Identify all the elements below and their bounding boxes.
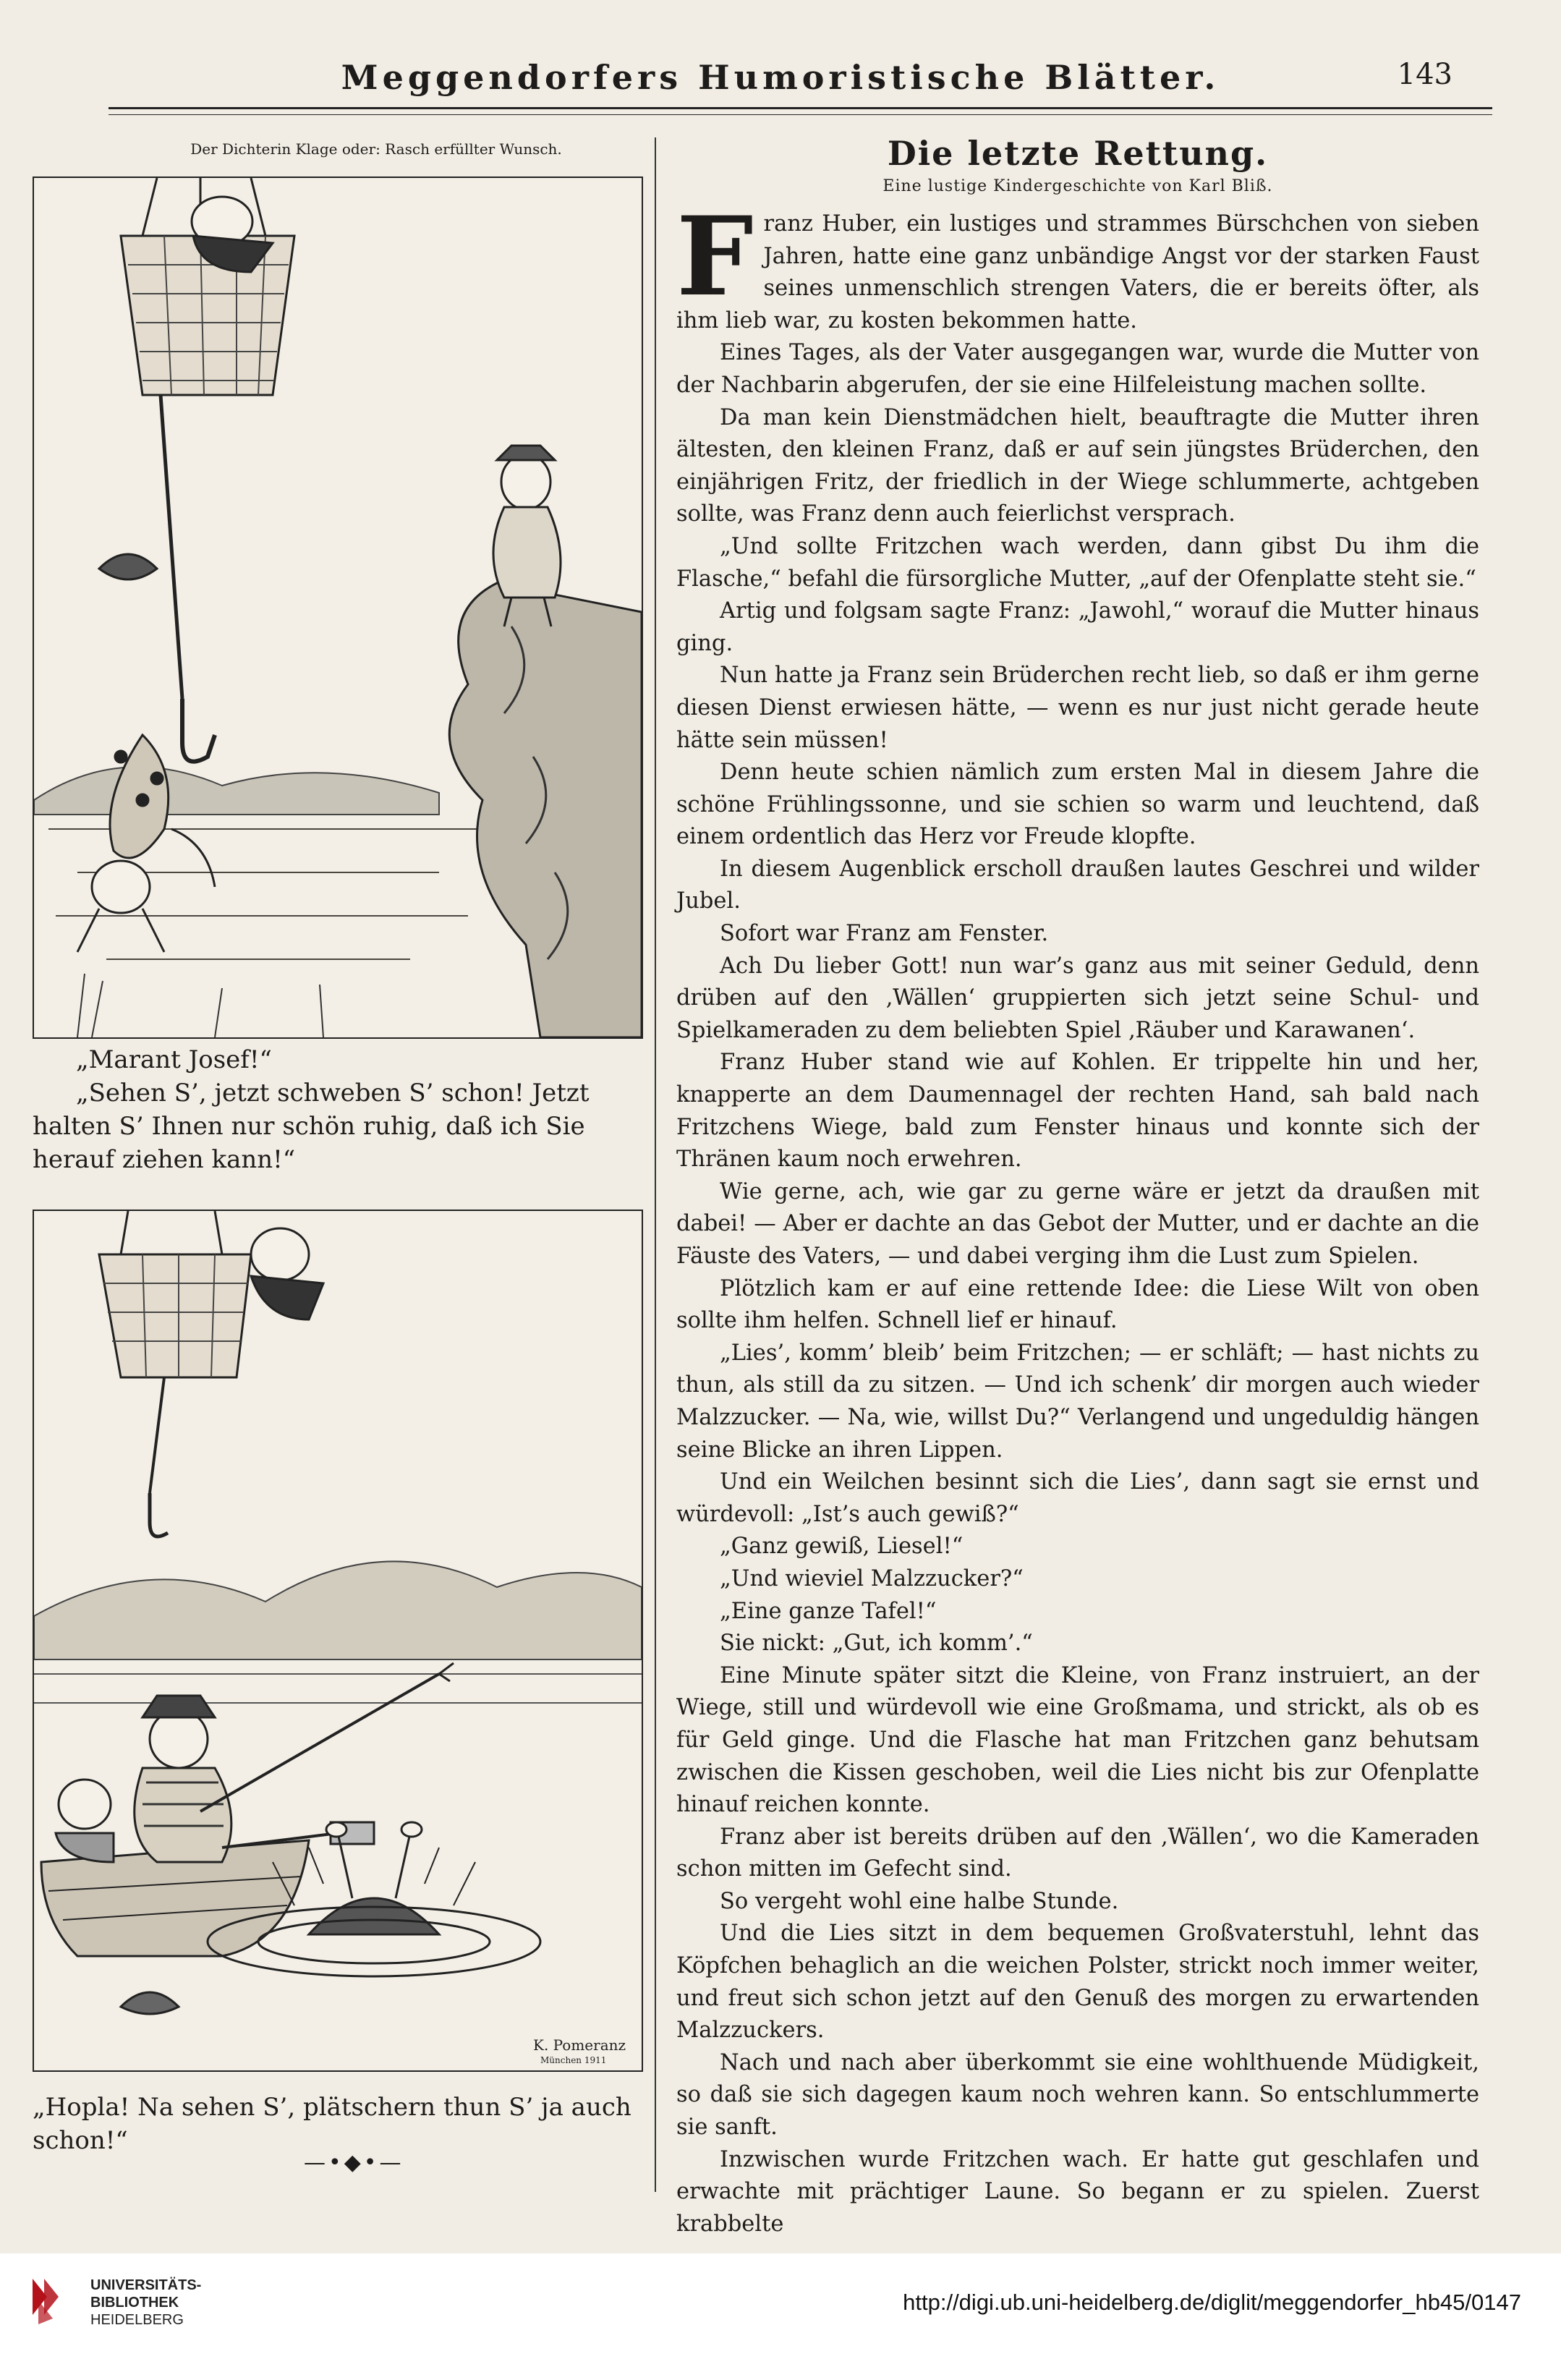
paragraph xyxy=(676,193,1479,337)
journal-title: Meggendorfers Humoristische Blätter. xyxy=(341,58,1220,97)
story-byline: Eine lustige Kindergeschichte von Karl Bliß. xyxy=(882,177,1273,195)
boat-splash-drawing xyxy=(34,1211,642,2070)
paragraph: Denn heute schien nämlich zum ersten Mal in diesem Jahre die schöne Frühlingssonne, und sie schien so warm und leuchtend, daß einem ordentlich das Herz vor Freude klopfte. xyxy=(676,760,1479,850)
paragraph: So vergeht wohl eine halbe Stunde. xyxy=(720,1888,1119,1914)
paragraph: „Und sollte Fritzchen wach werden, dann gibst Du ihm die Flasche,“ befahl die fürsorgliche Mutter, „auf der Ofenplatte steht sie.“ xyxy=(676,533,1479,592)
fish-hook xyxy=(182,699,215,762)
fishing-spear xyxy=(200,1674,439,1811)
paragraph: Nach und nach aber überkommt sie eine wohlthuende Müdigkeit, so daß sie sich dagegen kaum noch wehren kann. So entschlummerte sie sanft. xyxy=(676,2049,1479,2141)
paragraph: „Lies’, komm’ bleib’ beim Fritzchen; — er schläft; — hast nichts zu thun, als still da zu sitzen. — Und ich schenk’ dir morgen auch wieder Malzzucker. — Na, wie, willst Du?“ Verlangend und ungeduldig hängen seine Blicke an ihren Lippen. xyxy=(676,1340,1479,1463)
paragraph: Ach Du lieber Gott! nun war’s ganz aus mit seiner Geduld, denn drüben auf den ‚Wällen‘ gruppierten sich jetzt seine Schul- und Spielkameraden zu dem beliebten Spiel ‚Räuber und Karawanen‘. xyxy=(676,953,1479,1043)
paragraph: Eine Minute später sitzt die Kleine, von Franz instruiert, an der Wiege, still und würdevoll wie eine Großmama, und strickt, als ob es für Geld ginge. Und die Flasche hat man Fritzchen ganz behutsam zwischen die Kissen geschoben, weil die Lies nicht bis zur Ofenplatte hinauf reichen konnte. xyxy=(676,1662,1479,1818)
drop-cap: F xyxy=(676,193,754,320)
story-title: Die letzte Rettung. xyxy=(887,134,1269,173)
caption-line: „Marant Josef!“ xyxy=(76,1045,272,1074)
library-name-line: HEIDELBERG xyxy=(90,2312,184,2328)
ornament-divider: —•◆•— xyxy=(304,2150,404,2175)
paragraph: Da man kein Dienstmädchen hielt, beauftragte die Mutter ihren ältesten, den kleinen Franz, daß er auf sein jüngstes Brüderchen, den einjährigen Fritz, der friedlich in der Wiege schlummerte, achtgeben sollte, was Franz denn auch feierlichst versprach. xyxy=(676,404,1479,527)
paragraph: Und ein Weilchen besinnt sich die Lies’, dann sagt sie ernst und würdevoll: „Ist’s auch gewiß?“ xyxy=(676,1469,1479,1527)
library-logo-icon xyxy=(25,2275,69,2326)
header-rule-thin xyxy=(109,114,1492,115)
paragraph: In diesem Augenblick erscholl draußen lautes Geschrei und wilder Jubel. xyxy=(676,856,1479,914)
balloon-basket xyxy=(121,178,294,395)
column-divider xyxy=(655,137,656,2192)
viewer-footer xyxy=(0,2253,1561,2380)
paragraph: Plötzlich kam er auf eine rettende Idee: die Liese Wilt von oben sollte ihm helfen. Schnell lief er hinauf. xyxy=(676,1275,1479,1334)
rowing-boat xyxy=(41,1696,309,1956)
rope xyxy=(161,395,182,699)
paragraph: Nun hatte ja Franz sein Brüderchen recht lieb, so daß er ihm gerne diesen Dienst erwiesen hätte, — wenn es nur just nicht gerade heute hätte sein müssen! xyxy=(676,663,1479,753)
caption-line: „Sehen S’, jetzt schweben S’ schon! Jetzt halten S’ Ihnen nur schön ruhig, daß ich Sie herauf ziehen kann!“ xyxy=(33,1079,590,1174)
paragraph: Artig und folgsam sagte Franz: „Jawohl,“ worauf die Mutter hinaus ging. xyxy=(676,598,1479,656)
paragraph: „Eine ganze Tafel!“ xyxy=(720,1598,937,1624)
paragraph: „Ganz gewiß, Liesel!“ xyxy=(720,1534,964,1560)
paragraph: Und die Lies sitzt in dem bequemen Großvaterstuhl, lehnt das Köpfchen behaglich an die weichen Polster, strickt noch immer weiter, und freut sich schon jetzt auf den Genuß des morgen zu erwartenden Malzzuckers. xyxy=(676,1921,1479,2044)
paragraph: Eines Tages, als der Vater ausgegangen war, wurde die Mutter von der Nachbarin abgerufen, der sie eine Hilfeleistung machen sollte. xyxy=(676,340,1479,398)
page-number: 143 xyxy=(1397,58,1452,91)
story-body xyxy=(676,193,1479,2240)
permalink-url[interactable]: http://digi.ub.uni-heidelberg.de/diglit/meggendorfer_hb45/0147 xyxy=(903,2290,1521,2315)
library-name-line: UNIVERSITÄTS- xyxy=(90,2277,202,2293)
paragraph: Inzwischen wurde Fritzchen wach. Er hatte gut geschlafen und erwachte mit prächtiger Laune. So begann er zu spielen. Zuerst krabbelte xyxy=(676,2146,1479,2237)
paragraph: Franz aber ist bereits drüben auf den ‚Wällen‘, wo die Kameraden schon mitten im Gefecht sind. xyxy=(676,1824,1479,1882)
library-name xyxy=(90,2277,201,2329)
cartoon-caption-top xyxy=(33,1043,647,1176)
paragraph: Sofort war Franz am Fenster. xyxy=(720,921,1049,947)
left-column xyxy=(116,137,637,158)
dangling-woman xyxy=(77,735,215,952)
paragraph: „Und wieviel Malzzucker?“ xyxy=(720,1565,1024,1591)
paragraph: Wie gerne, ach, wie gar zu gerne wäre er jetzt da draußen mit dabei! — Aber er dachte an das Gebot der Mutter, und er dachte an die Fäuste des Vaters, — und dabei verging ihm die Lust zum Spielen. xyxy=(676,1178,1479,1269)
paragraph: Franz Huber stand wie auf Kohlen. Er trippelte hin und her, knapperte an dem Daumennagel der rechten Hand, sah bald nach Fritzchens Wiege, bald zum Fenster hinaus und konnte sich der Thränen kaum noch erwehren. xyxy=(676,1050,1479,1173)
library-name-line: BIBLIOTHEK xyxy=(90,2295,179,2311)
paragraph-text: ranz Huber, ein lustiges und strammes Bürschchen von sieben Jahren, hatte eine ganz unbändige Angst vor der starken Faust seines unmenschlich strengen Vaters, die er bereits öfter, als ihm lieb war, zu kosten bekommen hatte. xyxy=(676,211,1479,333)
cartoon-caption-bottom xyxy=(33,2091,647,2157)
balloon-hook-drawing xyxy=(34,178,642,1037)
cartoon-illustration-bottom xyxy=(33,1210,643,2072)
cartoon-illustration-top xyxy=(33,177,643,1039)
balloon-basket xyxy=(99,1211,323,1377)
right-column xyxy=(676,127,1479,2240)
running-head xyxy=(109,51,1452,109)
artist-city: München 1911 xyxy=(540,2055,607,2065)
header-rule xyxy=(109,107,1492,109)
cartoon-title: Der Dichterin Klage oder: Rasch erfüllter Wunsch. xyxy=(190,140,562,158)
artist-signature: K. Pomeranz xyxy=(533,2036,626,2054)
caption-line: „Hopla! Na sehen S’, plätschern thun S’ ja auch schon!“ xyxy=(33,2093,631,2155)
paragraph: Sie nickt: „Gut, ich komm’.“ xyxy=(720,1631,1033,1657)
